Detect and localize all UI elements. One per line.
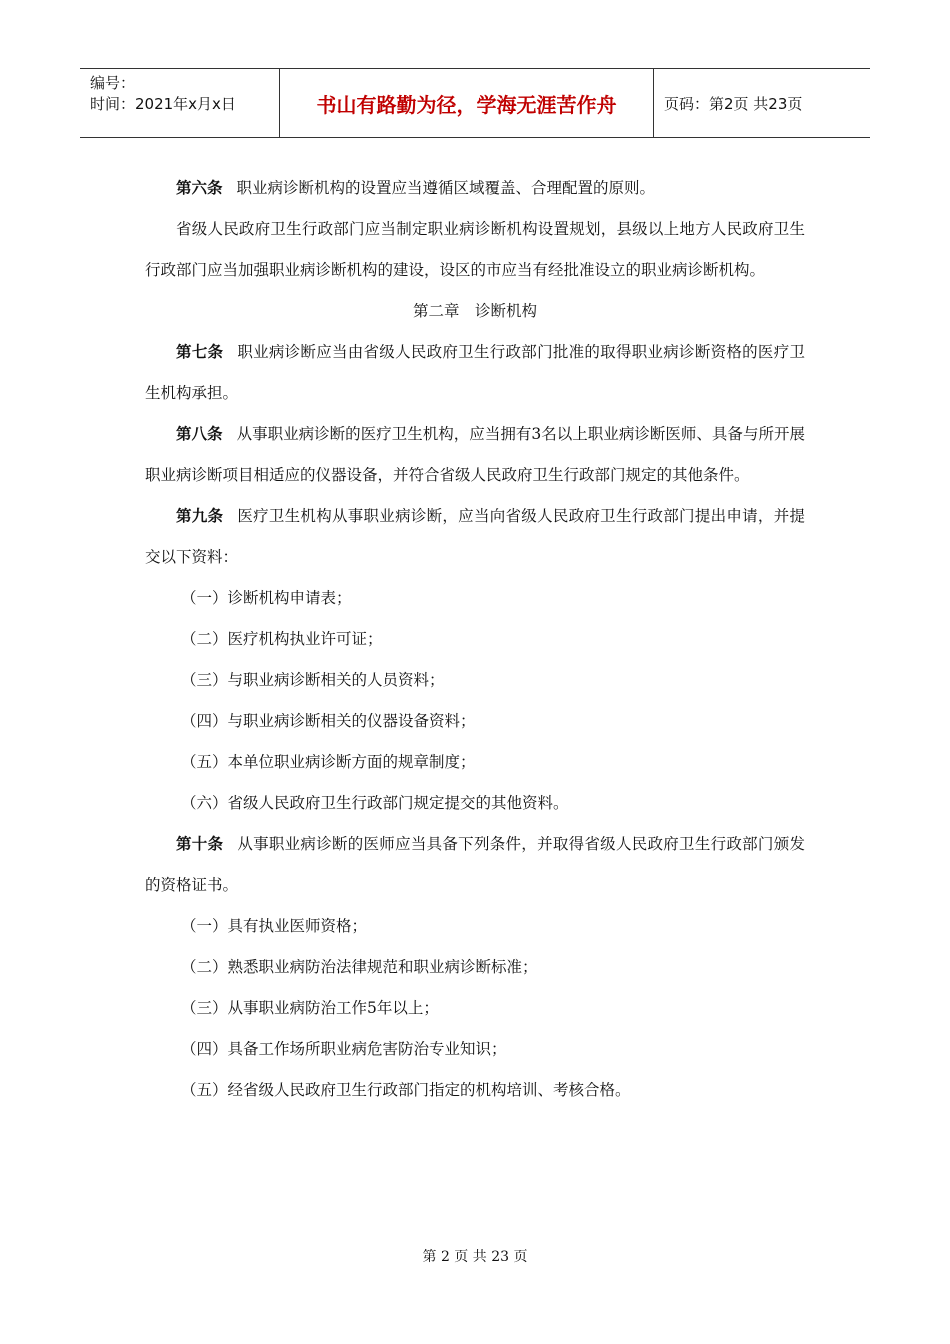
article-6 bbox=[145, 168, 805, 209]
list-item: （五）本单位职业病诊断方面的规章制度； bbox=[181, 753, 476, 771]
list-item: （一）具有执业医师资格； bbox=[181, 917, 368, 935]
document-body bbox=[145, 168, 805, 1111]
page-header bbox=[80, 68, 870, 138]
list-item: （三）与职业病诊断相关的人员资料； bbox=[181, 671, 445, 689]
header-meta bbox=[80, 69, 280, 137]
chapter-heading: 第二章 诊断机构 bbox=[412, 302, 537, 320]
article-text: 从事职业病诊断的医师应当具备下列条件，并取得省级人民政府卫生行政部门颁发的资格证书。 bbox=[145, 835, 805, 894]
article-6-paragraph-2: 省级人民政府卫生行政部门应当制定职业病诊断机构设置规划，县级以上地方人民政府卫生行政部门应当加强职业病诊断机构的建设，设区的市应当有经批准设立的职业病诊断机构。 bbox=[145, 220, 805, 279]
article-text: 职业病诊断机构的设置应当遵循区域覆盖、合理配置的原则。 bbox=[236, 179, 656, 197]
article-text: 从事职业病诊断的医疗卫生机构，应当拥有3名以上职业病诊断医师、具备与所开展职业病诊断项目相适应的仪器设备，并符合省级人民政府卫生行政部门规定的其他条件。 bbox=[145, 425, 805, 484]
list-item: （六）省级人民政府卫生行政部门规定提交的其他资料。 bbox=[181, 794, 569, 812]
header-motto: 书山有路勤为径，学海无涯苦作舟 bbox=[280, 69, 654, 137]
list-item: （四）与职业病诊断相关的仪器设备资料； bbox=[181, 712, 476, 730]
list-item: （五）经省级人民政府卫生行政部门指定的机构培训、考核合格。 bbox=[181, 1081, 631, 1099]
article-label: 第七条 bbox=[176, 343, 224, 361]
header-page-info: 页码：第2页 共23页 bbox=[664, 94, 803, 113]
list-item: （三）从事职业病防治工作5年以上； bbox=[181, 999, 439, 1017]
list-item: （二）熟悉职业病防治法律规范和职业病诊断标准； bbox=[181, 958, 538, 976]
page-footer: 第 2 页 共 23 页 bbox=[422, 1249, 528, 1265]
article-label: 第九条 bbox=[176, 507, 224, 525]
article-7 bbox=[145, 332, 805, 414]
article-label: 第六条 bbox=[176, 179, 223, 197]
article-label: 第八条 bbox=[176, 425, 223, 443]
list-item: （四）具备工作场所职业病危害防治专业知识； bbox=[181, 1040, 507, 1058]
article-label: 第十条 bbox=[176, 835, 224, 853]
list-item: （二）医疗机构执业许可证； bbox=[181, 630, 383, 648]
article-text: 职业病诊断应当由省级人民政府卫生行政部门批准的取得职业病诊断资格的医疗卫生机构承担。 bbox=[145, 343, 805, 402]
article-10 bbox=[145, 824, 805, 906]
list-item: （一）诊断机构申请表； bbox=[181, 589, 352, 607]
article-8 bbox=[145, 414, 805, 496]
article-text: 医疗卫生机构从事职业病诊断，应当向省级人民政府卫生行政部门提出申请，并提交以下资料： bbox=[145, 507, 805, 566]
document-time-label: 时间：2021年x月x日 bbox=[90, 95, 236, 113]
document-number-label: 编号： bbox=[90, 74, 136, 92]
article-9 bbox=[145, 496, 805, 578]
